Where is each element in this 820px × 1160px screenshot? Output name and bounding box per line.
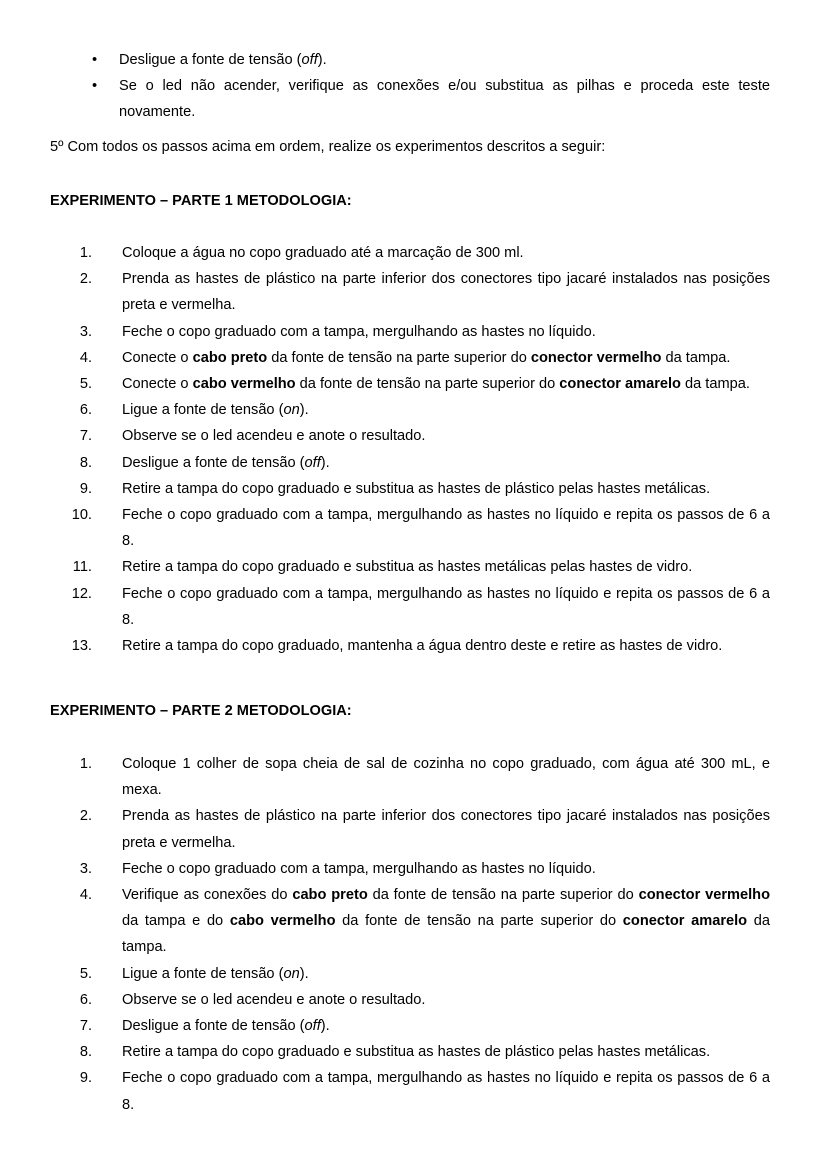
bullet-marker: •	[92, 78, 98, 94]
text-segment: da tampa e do	[122, 913, 230, 930]
text-segment: da fonte de tensão na parte superior do	[367, 887, 639, 904]
bullet-marker: •	[92, 52, 98, 68]
text-segment: da tampa.	[680, 376, 750, 393]
list-item	[0, 882, 820, 961]
list-number: 9.	[79, 1070, 92, 1087]
text-segment: Desligue a fonte de tensão (	[122, 454, 305, 471]
text-segment: ).	[299, 402, 309, 419]
list-item	[0, 1039, 820, 1065]
text-segment: Desligue a fonte de tensão (	[119, 52, 302, 68]
list-item	[0, 397, 820, 423]
bold-text: conector amarelo	[559, 376, 681, 393]
italic-text: on	[283, 965, 300, 982]
list-item	[0, 751, 820, 803]
list-number: 4.	[79, 349, 92, 366]
list-number: 6.	[79, 991, 92, 1008]
list-number: 13.	[71, 638, 92, 655]
list-number: 8.	[79, 454, 92, 471]
text-segment: Observe se o led acendeu e anote o resultado.	[122, 991, 426, 1008]
bullet-item	[0, 73, 820, 125]
part1-steps-list	[0, 240, 820, 659]
list-item	[0, 502, 820, 554]
list-item	[0, 856, 820, 882]
text-segment: Ligue a fonte de tensão (	[122, 402, 284, 419]
text-segment: da fonte de tensão na parte superior do	[267, 349, 531, 366]
list-item	[0, 319, 820, 345]
list-number: 7.	[79, 428, 92, 445]
list-item	[0, 1013, 820, 1039]
list-number: 7.	[79, 1018, 92, 1035]
bullet-list	[0, 47, 820, 125]
list-number: 11.	[72, 559, 92, 576]
italic-text: on	[283, 402, 300, 419]
list-item	[0, 476, 820, 502]
text-segment: Verifique as conexões do	[122, 887, 293, 904]
bold-text: cabo preto	[292, 887, 368, 904]
bold-text: cabo preto	[192, 349, 268, 366]
text-segment: Feche o copo graduado com a tampa, mergulhando as hastes no líquido e repita os passos de 6 a 8.	[122, 1070, 770, 1113]
text-segment: Retire a tampa do copo graduado e substitua as hastes de plástico pelas hastes metálicas.	[122, 1044, 711, 1061]
italic-text: off	[301, 52, 318, 68]
text-segment: ).	[320, 1018, 330, 1035]
text-segment: Retire a tampa do copo graduado e substitua as hastes metálicas pelas hastes de vidro.	[122, 559, 693, 576]
text-segment: ).	[299, 965, 309, 982]
list-item	[0, 345, 820, 371]
list-number: 1.	[79, 756, 92, 772]
italic-text: off	[304, 1018, 321, 1035]
list-item	[0, 1065, 820, 1117]
text-segment: Feche o copo graduado com a tampa, mergulhando as hastes no líquido.	[122, 323, 596, 340]
bold-text: conector vermelho	[638, 887, 770, 904]
text-segment: Conecte o	[122, 376, 193, 393]
text-segment: Conecte o	[122, 349, 193, 366]
bold-text: conector vermelho	[530, 349, 662, 366]
list-number: 6.	[79, 402, 92, 419]
intro-paragraph: 5º Com todos os passos acima em ordem, realize os experimentos descritos a seguir:	[50, 139, 606, 155]
text-segment: ).	[317, 52, 327, 68]
text-segment: da tampa.	[661, 349, 731, 366]
list-item	[0, 371, 820, 397]
list-number: 10.	[71, 507, 92, 524]
list-item	[0, 266, 820, 318]
text-segment: Prenda as hastes de plástico na parte inferior dos conectores tipo jacaré instalados nas posições preta e vermelha.	[122, 271, 770, 314]
text-segment: Desligue a fonte de tensão (	[122, 1018, 305, 1035]
list-number: 3.	[79, 860, 92, 877]
list-number: 12.	[71, 585, 92, 602]
list-item	[0, 450, 820, 476]
text-segment: Ligue a fonte de tensão (	[122, 965, 284, 982]
list-number: 2.	[79, 808, 92, 825]
text-segment: Se o led não acender, verifique as conexões e/ou substitua as pilhas e proceda este teste novamente.	[119, 78, 770, 120]
bold-text: cabo vermelho	[192, 376, 296, 393]
italic-text: off	[304, 454, 321, 471]
text-segment: Coloque 1 colher de sopa cheia de sal de cozinha no copo graduado, com água até 300 mL, e mexa.	[122, 756, 770, 799]
list-number: 3.	[79, 323, 92, 340]
part1-heading: EXPERIMENTO – PARTE 1 METODOLOGIA:	[50, 193, 352, 209]
list-item	[0, 423, 820, 449]
list-number: 5.	[79, 965, 92, 982]
list-number: 1.	[79, 245, 92, 261]
list-item	[0, 961, 820, 987]
list-number: 5.	[79, 376, 92, 393]
bold-text: conector amarelo	[622, 913, 748, 930]
text-segment: Observe se o led acendeu e anote o resultado.	[122, 428, 426, 445]
list-item	[0, 987, 820, 1013]
text-segment: ).	[320, 454, 330, 471]
list-number: 2.	[79, 271, 92, 288]
list-item	[0, 803, 820, 855]
list-item	[0, 240, 820, 266]
bullet-item	[0, 47, 820, 73]
list-item	[0, 581, 820, 633]
list-number: 9.	[79, 480, 92, 497]
list-number: 8.	[79, 1044, 92, 1061]
text-segment: Retire a tampa do copo graduado e substitua as hastes de plástico pelas hastes metálicas.	[122, 480, 711, 497]
part2-steps-list	[0, 751, 820, 1118]
text-segment: da fonte de tensão na parte superior do	[335, 913, 623, 930]
text-segment: Retire a tampa do copo graduado, mantenha a água dentro deste e retire as hastes de vidro.	[122, 638, 723, 655]
part2-heading: EXPERIMENTO – PARTE 2 METODOLOGIA:	[50, 703, 352, 719]
list-number: 4.	[79, 887, 92, 904]
list-item	[0, 633, 820, 659]
text-segment: da fonte de tensão na parte superior do	[295, 376, 560, 393]
text-segment: Feche o copo graduado com a tampa, mergulhando as hastes no líquido.	[122, 860, 596, 877]
bold-text: cabo vermelho	[229, 913, 336, 930]
text-segment: Coloque a água no copo graduado até a marcação de 300 ml.	[122, 245, 524, 261]
text-segment: da tampa.	[122, 913, 771, 956]
text-segment: Feche o copo graduado com a tampa, mergulhando as hastes no líquido e repita os passos de 6 a 8.	[122, 585, 770, 628]
list-item	[0, 554, 820, 580]
text-segment: Prenda as hastes de plástico na parte inferior dos conectores tipo jacaré instalados nas posições preta e vermelha.	[122, 808, 770, 851]
text-segment: Feche o copo graduado com a tampa, mergulhando as hastes no líquido e repita os passos de 6 a 8.	[122, 507, 770, 550]
